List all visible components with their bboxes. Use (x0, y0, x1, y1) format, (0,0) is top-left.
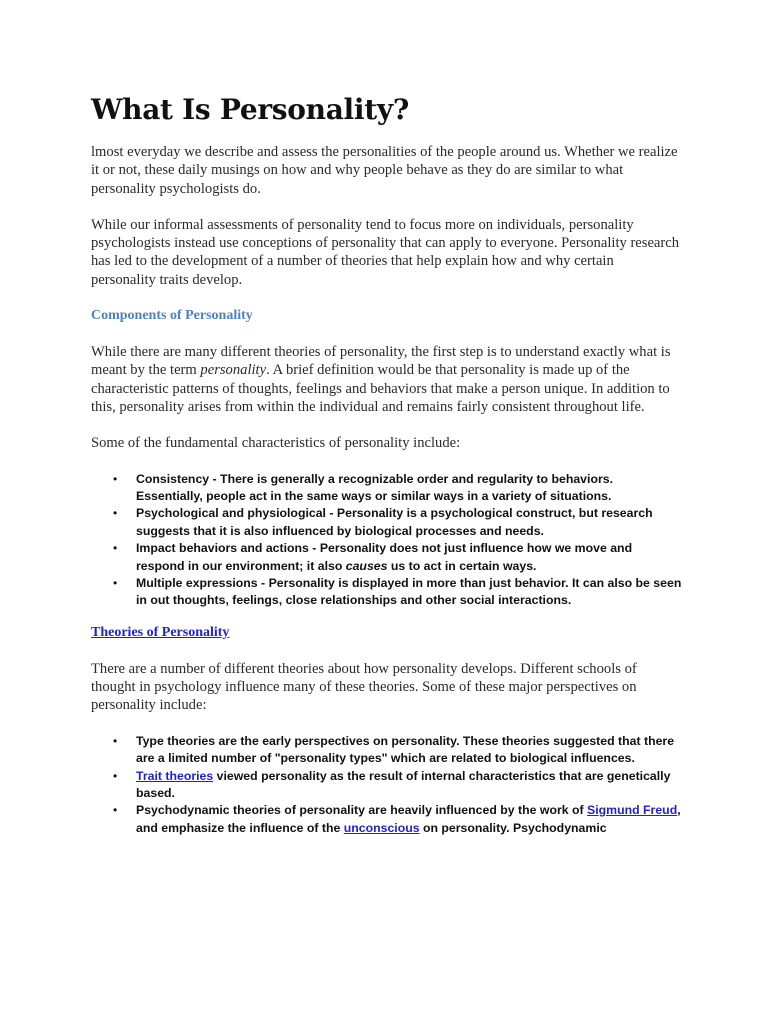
bullet-icon: • (113, 576, 118, 590)
intro-paragraph: lmost everyday we describe and assess the personalities of the people around us. Whether we realize it or not, these daily musings on how and why people behave as they do are similar to what personality psychologists do. (91, 144, 678, 197)
definition-paragraph (91, 343, 682, 416)
characteristic-desc-end: us to act in certain ways. (387, 558, 537, 573)
bullet-icon: • (113, 803, 118, 818)
characteristic-desc: - Personality does not just influence how we move and respond in our environment; it also (136, 541, 633, 573)
characteristic-desc: - There is generally a recognizable order and regularity to behaviors. Essentially, people act in the same ways or similar ways in a variety of situations. (136, 471, 613, 503)
definition-text-b: . A brief definition would be that personality is made up of the characteristic patterns of thoughts, feelings and behaviors that make a person unique. In addition to this, personality arises from within the individual and remains fairly consistent throughout life. (91, 362, 670, 415)
definition-emphasis: personality (200, 362, 267, 379)
characteristic-term: Consistency (136, 471, 210, 486)
list-item (113, 471, 682, 506)
characteristic-term: Impact behaviors and actions (136, 541, 309, 556)
list-item (113, 802, 682, 837)
theories-list (91, 733, 682, 837)
psychodynamic-text-c: on personality. Psychodynamic (419, 820, 607, 835)
theories-heading-link[interactable]: Theories of Personality (91, 624, 230, 640)
bullet-icon: • (113, 768, 118, 783)
bullet-icon: • (113, 541, 118, 556)
characteristic-term: Psychological and physiological (136, 506, 326, 521)
bullet-icon: • (113, 471, 118, 486)
trait-theories-text: viewed personality as the result of internal characteristics that are genetically based. (136, 768, 671, 800)
psychodynamic-text-a: Psychodynamic theories of personality are heavily influenced by the work of (136, 803, 588, 818)
list-item (113, 505, 682, 540)
bullet-icon: • (113, 733, 118, 748)
characteristics-list (91, 471, 682, 610)
list-item (113, 575, 682, 610)
characteristic-emphasis: causes (345, 558, 388, 573)
list-item (113, 768, 682, 803)
unconscious-link[interactable]: unconscious (343, 820, 420, 835)
definition-text-a: While there are many different theories of personality, the first step is to understand exactly what is meant by the term (91, 344, 671, 379)
list-item (113, 733, 682, 768)
theories-intro: There are a number of different theories about how personality develops. Different schools of thought in psychology influence many of these theories. Some of these major perspectives on personality include: (91, 660, 637, 714)
characteristic-term: Multiple expressions (136, 576, 258, 590)
type-theories-text: Type theories are the early perspectives on personality. These theories suggested that there are a limited number of "personality types" which are related to biological influences. (136, 733, 675, 766)
psychodynamic-text-b: , and emphasize the influence of the (136, 803, 681, 835)
characteristics-intro: Some of the fundamental characteristics of personality include: (91, 435, 461, 452)
components-heading: Components of Personality (91, 308, 253, 324)
page-title: What Is Personality? (91, 93, 409, 126)
trait-theories-link[interactable]: Trait theories (136, 768, 214, 783)
assessment-paragraph: While our informal assessments of personality tend to focus more on individuals, personality psychologists instead use conceptions of personality that can apply to everyone. Personality research has led to the development of a number of theories that help explain how and why certain personality traits develop. (91, 216, 680, 288)
characteristic-desc: - Personality is displayed in more than just behavior. It can also be seen in out thoughts, feelings, close relationships and other social interactions. (136, 576, 682, 608)
bullet-icon: • (113, 506, 118, 521)
sigmund-freud-link[interactable]: Sigmund Freud (587, 803, 678, 818)
list-item (113, 540, 682, 575)
characteristic-desc: - Personality is a psychological construct, but research suggests that it is also influenced by biological processes and needs. (136, 506, 653, 538)
